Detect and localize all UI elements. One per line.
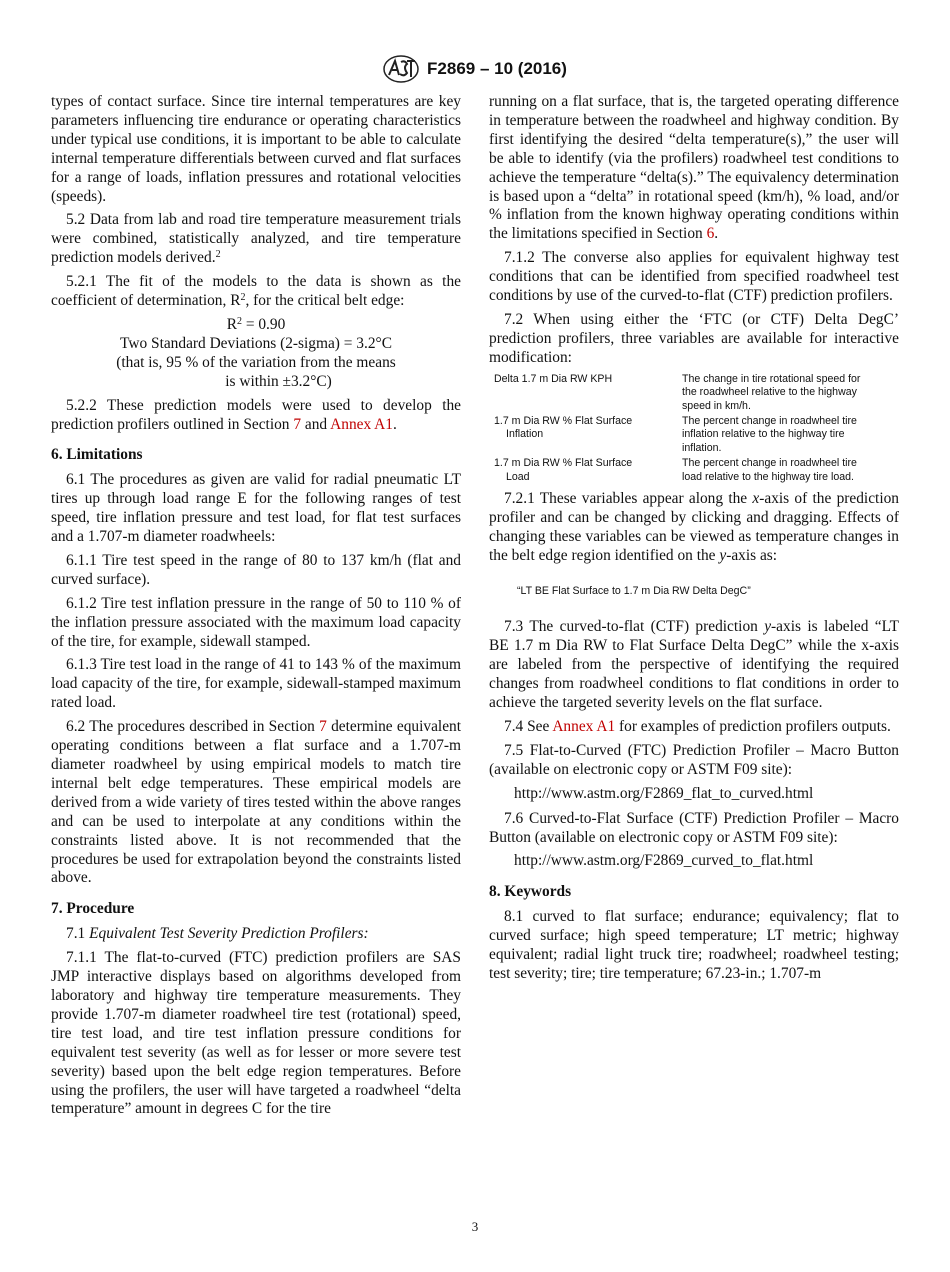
variable-name: 1.7 m Dia RW % Flat Surface Load (494, 457, 633, 483)
astm-logo-icon (383, 55, 419, 83)
variable-row (489, 415, 899, 455)
variable-row (489, 457, 899, 484)
paragraph-8-1: 8.1 curved to flat surface; endurance; equivalency; flat to curved surface; high speed temperature; LT metric; highway equivalent; radial light truck tire; roadwheel; roadwheel testing; test severity; tire; tire temperature; 67.23-in.; 1.707-m (489, 908, 899, 982)
variable-name: 1.7 m Dia RW % Flat Surface Inflation (494, 414, 633, 441)
paragraph-7-2: 7.2 When using either the ‘FTC (or CTF) Delta DegC’ prediction profilers, three variables are available for interactive modification: (489, 310, 899, 366)
paragraph-7-6: 7.6 Curved-to-Flat Surface (CTF) Prediction Profiler – Macro Button (available on electronic copy or ASTM F09 site): (489, 809, 899, 846)
annex-a1-link[interactable]: Annex A1 (330, 415, 393, 433)
paragraph-6-1-1: 6.1.1 Tire test speed in the range of 80 to 137 km/h (flat and curved surface). (51, 551, 461, 588)
section-7-link[interactable]: 7 (319, 718, 327, 736)
page-header (0, 54, 950, 84)
left-column (51, 93, 461, 1124)
paragraph-6-1-2: 6.1.2 Tire test inflation pressure in the range of 50 to 110 % of the inflation pressure associated with the maximum load capacity of the tire, for example, sidewall stamped. (51, 594, 461, 650)
annex-a1-link[interactable]: Annex A1 (552, 718, 616, 735)
paragraph-7-4: 7.4 See Annex A1 for examples of prediction profilers outputs. (504, 718, 891, 735)
paragraph-5-1-cont: types of contact surface. Since tire internal temperatures are key parameters influencing tire endurance or operating characteristics under typical use conditions, it is important to be able to calculate internal temperature differentials between curved and flat surfaces for a range of loads, inflation pressures and rotational velocities (speeds). (51, 93, 461, 205)
section-7-link[interactable]: 7 (293, 415, 302, 433)
paragraph-7-2-1: 7.2.1 These variables appear along the x-axis of the prediction profiler and can be changed by clicking and dragging. Effects of changing these variables can be viewed as temperature changes in the belt edge region identified on the y-axis as: (489, 489, 899, 564)
section-6-link[interactable]: 6 (706, 225, 715, 243)
variables-table (489, 373, 899, 484)
paragraph-7-5: 7.5 Flat-to-Curved (FTC) Prediction Profiler – Macro Button (available on electronic copy or ASTM F09 site): (489, 741, 899, 778)
variable-name: Delta 1.7 m Dia RW KPH (494, 372, 613, 385)
paragraph-7-1-1: 7.1.1 The flat-to-curved (FTC) prediction profilers are SAS JMP interactive displays based on algorithms developed from laboratory and highway tire temperature measurements. They provide 1.707-m diameter roadwheel tire test (rotational) speed, tire test load, and tire test inflation pressure conditions for equivalent test severity (as well as for lesser or more severe test severity) based upon the belt edge region temperatures. Before using the profilers, the user will have targeted a roadwheel “delta temperature” amount in degrees C for the tire (51, 949, 461, 1118)
equation-note-1: (that is, 95 % of the variation from the means (116, 353, 396, 371)
variable-description: The percent change in roadwheel tire inflation relative to the highway tire inflation. (682, 414, 857, 454)
paragraph-7-1: 7.1 Equivalent Test Severity Prediction Profilers: (66, 925, 369, 943)
ftc-profiler-url[interactable]: http://www.astm.org/F2869_flat_to_curved.html (514, 784, 814, 802)
axis-label-quote: “LT BE Flat Surface to 1.7 m Dia RW Delta DegC” (517, 584, 751, 597)
section-heading-limitations: 6. Limitations (51, 446, 143, 464)
equation-r-squared: $R^2 = 0.90$ (226, 315, 286, 333)
paragraph-5-2: 5.2 Data from lab and road tire temperature measurement trials were combined, statistically analyzed, and tire temperature prediction models derived.$^2$ (51, 211, 461, 267)
paragraph-6-1: 6.1 The procedures as given are valid for radial pneumatic LT tires up through load range E for the following ranges of test speed, tire inflation pressure and test load, for flat test surfaces and a 1.707-m diameter roadwheels: (51, 471, 461, 546)
right-column (489, 93, 899, 989)
ctf-profiler-url[interactable]: http://www.astm.org/F2869_curved_to_flat.html (514, 852, 814, 870)
paragraph-6-2: 6.2 The procedures described in Section 7 determine equivalent operating conditions between a flat surface and a 1.707-m diameter roadwheel by using empirical models to match tire internal belt edge temperatures. These empirical models are derived from a wide variety of tires tested within the above ranges and can be used to interpolate at any conditions within the constraints listed above. It is not recommended that the procedures be used for extrapolation beyond the constraints listed above. (51, 718, 461, 887)
variable-description: The change in tire rotational speed for the roadwheel relative to the highway speed in km/h. (682, 372, 861, 412)
variable-row (489, 373, 899, 413)
paragraph-5-2-1: 5.2.1 The fit of the models to the data is shown as the coefficient of determination, $R^2$, for the critical belt edge: (51, 273, 461, 310)
paragraph-7-1-1-cont: running on a flat surface, that is, the targeted operating difference in temperature between the roadwheel and highway condition. By first identifying the desired “delta temperature(s),” the user will be able to identify (via the profilers) roadwheel test conditions to achieve the temperature “delta(s).” The equivalency determination is based upon a “delta” in rotational speed (km/h), % load, and/or % inflation from the known highway operating conditions within the limitations specified in Section 6. (489, 93, 899, 243)
paragraph-6-1-3: 6.1.3 Tire test load in the range of 41 to 143 % of the maximum load capacity of the tire, for example, sidewall-stamped maximum rated load. (51, 656, 461, 712)
equation-two-sigma: Two Standard Deviations (2-sigma) = 3.2°C (120, 334, 392, 352)
paragraph-7-1-2: 7.1.2 The converse also applies for equivalent highway test conditions that can be identified from specified roadwheel test conditions by use of the curved-to-flat (CTF) prediction profilers. (489, 249, 899, 305)
page-number: 3 (471, 1219, 479, 1234)
section-heading-procedure: 7. Procedure (51, 900, 135, 918)
paragraph-7-3: 7.3 The curved-to-flat (CTF) prediction y-axis is labeled “LT BE 1.7 m Dia RW to Flat Surface Delta DegC” while the x-axis are labeled from the perspective of identifying the required changes from roadwheel conditions to flat conditions in order to achieve the targeted severity levels on the flat surface. (489, 618, 899, 712)
section-heading-keywords: 8. Keywords (489, 883, 572, 901)
document-id: F2869 – 10 (2016) (427, 58, 567, 78)
variable-description: The percent change in roadwheel tire load relative to the highway tire load. (682, 457, 857, 483)
paragraph-5-2-2: 5.2.2 These prediction models were used to develop the prediction profilers outlined in Section 7 and Annex A1. (51, 396, 461, 433)
equation-note-2: is within ±3.2°C) (225, 372, 332, 390)
